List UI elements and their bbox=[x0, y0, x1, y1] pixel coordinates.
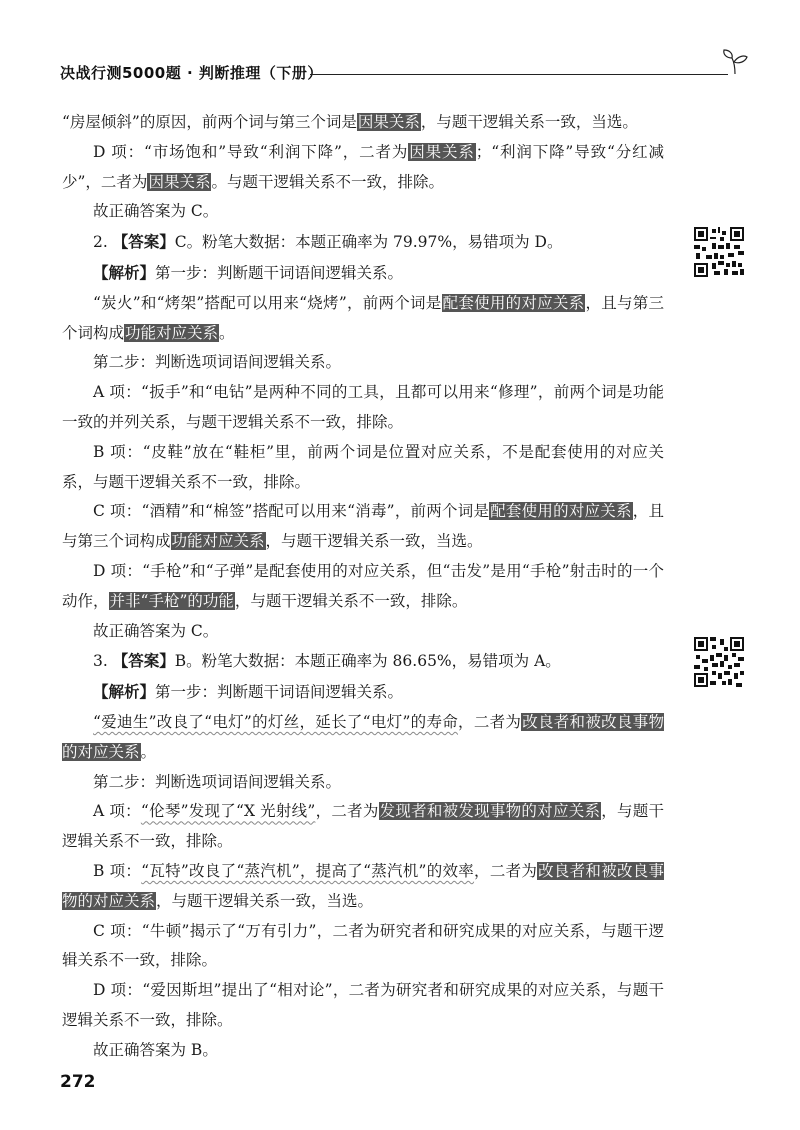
highlight: 配套使用的对应关系 bbox=[442, 293, 585, 312]
highlight: 改良者和被改良事物的对应关系 bbox=[62, 712, 664, 761]
answer-label: 【答案】 bbox=[112, 651, 175, 671]
q2-option-a: A 项：“扳手”和“电钻”是两种不同的工具，且都可以用来“修理”，前两个词是功能一致的并列关系，与题干逻辑关系不一致，排除。 bbox=[62, 383, 664, 431]
q3-stem-analysis: “爱迪生”改良了“电灯”的灯丝，延长了“电灯”的寿命，二者为改良者和被改良事物的对应关系。 bbox=[62, 712, 664, 761]
analysis-label: 【解析】 bbox=[93, 682, 156, 702]
q1-tail-line: “房屋倾斜”的原因，前两个词与第三个词是因果关系，与题干逻辑关系一致，当选。 bbox=[62, 113, 638, 131]
q2-option-d: D 项：“手枪”和“子弹”是配套使用的对应关系，但“击发”是用“手枪”射击时的一个动作，并非“手枪”的功能，与题干逻辑关系不一致，排除。 bbox=[62, 561, 664, 610]
q1-option-d: D 项：“市场饱和”导致“利润下降”，二者为因果关系；“利润下降”导致“分红减少”，二者为因果关系。与题干逻辑关系不一致，排除。 bbox=[62, 142, 664, 191]
highlight: 因果关系 bbox=[409, 142, 475, 161]
highlight: 因果关系 bbox=[357, 113, 420, 131]
page-number: 272 bbox=[60, 1072, 96, 1092]
q3-final-answer: 故正确答案为 B。 bbox=[93, 1040, 218, 1059]
q2-answer: 2. 【答案】C。粉笔大数据：本题正确率为 79.97%，易错项为 D。 bbox=[93, 232, 563, 252]
q2-option-b: B 项：“皮鞋”放在“鞋柜”里，前两个词是位置对应关系，不是配套使用的对应关系，与题干逻辑关系不一致，排除。 bbox=[62, 442, 664, 491]
q2-analysis-step1: 【解析】第一步：判断题干词语间逻辑关系。 bbox=[93, 262, 404, 282]
page-header bbox=[60, 58, 750, 88]
highlight: 配套使用的对应关系 bbox=[490, 502, 632, 521]
analysis-label: 【解析】 bbox=[93, 262, 156, 282]
page-content bbox=[62, 108, 664, 1066]
wavy-underline: “爱迪生”改良了“电灯”的灯丝，延长了“电灯”的寿命 bbox=[93, 712, 459, 731]
q3-option-a: A 项：“伦琴”发现了“X 光射线”，二者为发现者和被发现事物的对应关系，与题干逻辑关系不一致，排除。 bbox=[62, 802, 664, 851]
highlight: 并非“手枪”的功能 bbox=[109, 591, 234, 610]
wavy-underline: “瓦特”改良了“蒸汽机”，提高了“蒸汽机”的效率 bbox=[141, 861, 475, 880]
sprout-icon bbox=[720, 46, 750, 76]
highlight: 功能对应关系 bbox=[125, 323, 219, 342]
q2-final-answer: 故正确答案为 C。 bbox=[93, 621, 219, 640]
highlight: 改良者和被改良事物的对应关系 bbox=[62, 861, 664, 910]
q3-option-c: C 项：“牛顿”揭示了“万有引力”，二者为研究者和研究成果的对应关系，与题干逻辑关系不一致，排除。 bbox=[62, 921, 664, 970]
q1-final-answer: 故正确答案为 C。 bbox=[93, 202, 219, 221]
q3-option-b: B 项：“瓦特”改良了“蒸汽机”，提高了“蒸汽机”的效率，二者为改良者和被改良事物的对应关系，与题干逻辑关系一致，当选。 bbox=[62, 861, 664, 910]
answer-label: 【答案】 bbox=[112, 232, 175, 252]
q2-step2: 第二步：判断选项词语间逻辑关系。 bbox=[93, 353, 342, 372]
q3-option-d: D 项：“爱因斯坦”提出了“相对论”，二者为研究者和研究成果的对应关系，与题干逻辑关系不一致，排除。 bbox=[62, 981, 664, 1029]
q3-analysis-step1: 【解析】第一步：判断题干词语间逻辑关系。 bbox=[93, 682, 404, 702]
q3-step2: 第二步：判断选项词语间逻辑关系。 bbox=[93, 772, 342, 791]
q2-stem-analysis: “炭火”和“烤架”搭配可以用来“烧烤”，前两个词是配套使用的对应关系，且与第三个词构成功能对应关系。 bbox=[62, 293, 664, 342]
highlight: 因果关系 bbox=[148, 172, 211, 191]
qr-code-icon[interactable] bbox=[694, 227, 744, 277]
highlight: 功能对应关系 bbox=[171, 532, 265, 551]
q3-answer: 3. 【答案】B。粉笔大数据：本题正确率为 86.65%，易错项为 A。 bbox=[93, 651, 561, 671]
header-rule bbox=[310, 74, 728, 75]
highlight: 发现者和被发现事物的对应关系 bbox=[379, 802, 601, 821]
wavy-underline: “伦琴”发现了“X 光射线” bbox=[140, 802, 316, 821]
qr-code-icon[interactable] bbox=[694, 637, 744, 687]
q2-option-c: C 项：“酒精”和“棉签”搭配可以用来“消毒”，前两个词是配套使用的对应关系，且与第三个词构成功能对应关系，与题干逻辑关系一致，当选。 bbox=[62, 502, 664, 551]
book-title: 决战行测5000题 · 判断推理（下册） bbox=[60, 64, 323, 82]
